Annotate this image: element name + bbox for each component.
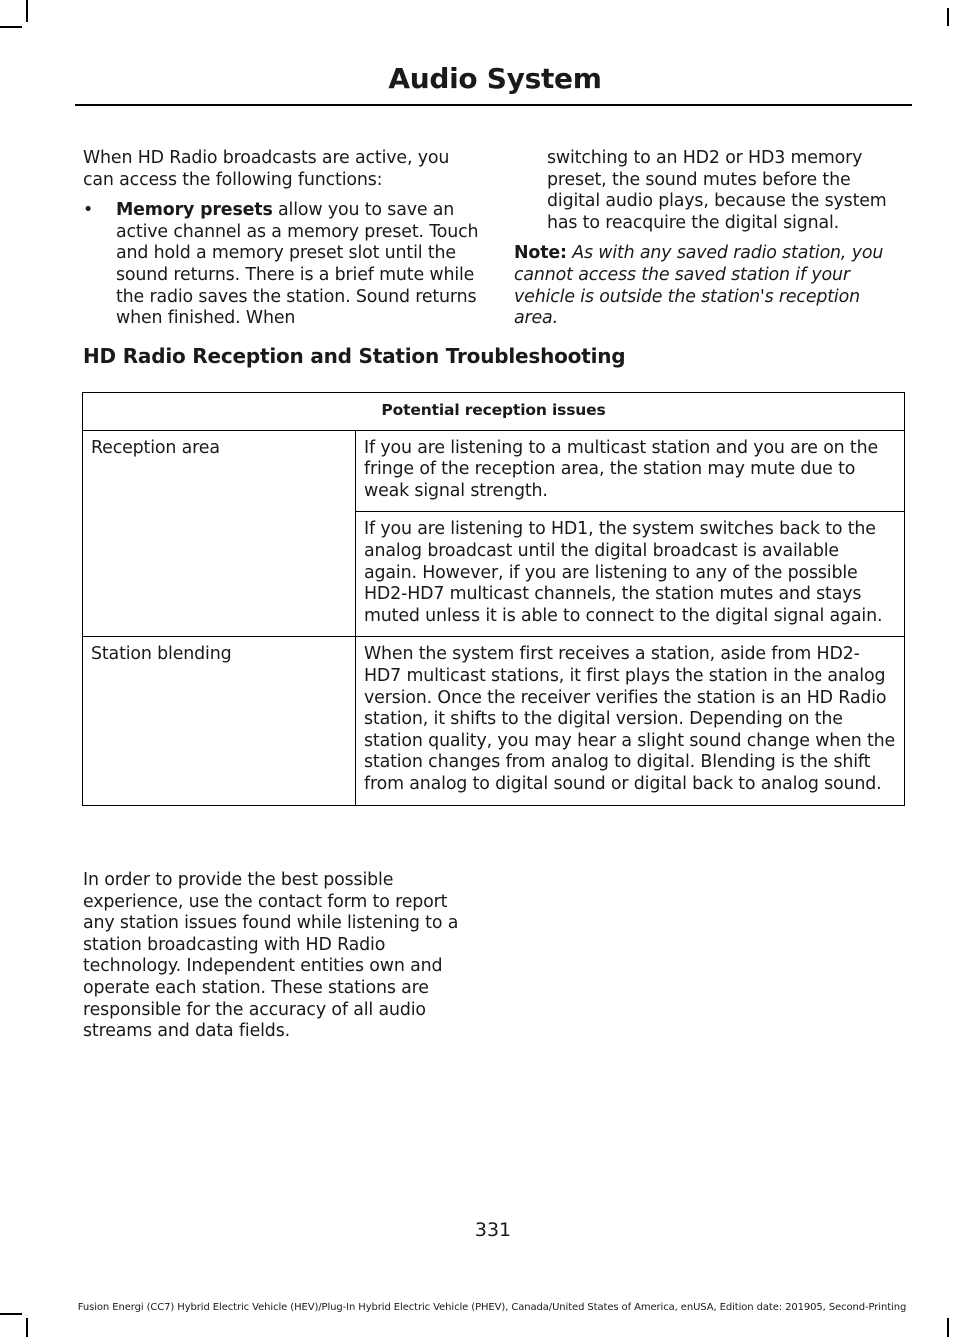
intro-paragraph: When HD Radio broadcasts are active, you can access the following functions: [83,148,450,190]
crop-mark-top-right [947,8,949,26]
page-number: 331 [474,1219,512,1241]
table-header-row [83,393,905,431]
reception-area-text-1: If you are listening to a multicast station and you are on the fringe of the reception area, the station may mute due to weak signal strength. [356,430,905,512]
closing-column [83,870,479,1043]
crop-mark-bottom-right [947,1318,949,1337]
bullet-continuation: switching to an HD2 or HD3 memory preset, the sound mutes before the digital audio plays, because the system has to reacquire the digital signal. [547,148,887,233]
table-row [83,430,905,512]
row-label-station-blending: Station blending [83,637,356,805]
table-row [83,637,905,805]
note-label: Note: [514,243,567,264]
reception-area-text-2: If you are listening to HD1, the system switches back to the analog broadcast until the digital broadcast is available again. However, if you are listening to any of the possible HD2-HD7 multicast channels, the station mutes and stays muted unless it is able to connect to the digital signal again. [356,512,905,637]
crop-mark-top-left-vertical [26,0,28,22]
bullet-memory-presets [83,200,479,330]
bullet-body [116,200,479,330]
section-heading: HD Radio Reception and Station Troubleshooting [83,344,626,368]
crop-mark-bottom-left [0,1313,22,1315]
closing-paragraph: In order to provide the best possible experience, use the contact form to report any station issues found while listening to a station broadcasting with HD Radio technology. Independent entities own and operate each station. These stations are responsible for the accuracy of all audio streams and data fields. [83,870,459,1042]
intro-right-column [514,148,908,330]
table-header: Potential reception issues [83,393,905,431]
note-text: As with any saved radio station, you cannot access the saved station if your vehicle is outside the station's reception area. [514,243,884,329]
station-blending-text: When the system first receives a station, aside from HD2-HD7 multicast stations, it first plays the station in the analog version. Once the receiver verifies the station is an HD Radio station, it shifts to the digital version. Depending on the station quality, you may hear a slight sound change when the station changes from analog to digital. Blending is the shift from analog to digital sound or digital back to analog sound. [356,637,905,805]
bullet-marker: • [83,200,94,221]
page-title: Audio System [388,62,602,95]
note [514,243,908,329]
footer-text: Fusion Energi (CC7) Hybrid Electric Vehicle (HEV)/Plug-In Hybrid Electric Vehicle (PHEV), Canada/United States of America, enUSA, Edition date: 201905, Second-Printing [77,1302,907,1313]
row-label-reception-area: Reception area [83,430,356,637]
crop-mark-top-left [0,26,22,28]
crop-mark-bottom-left-vertical [26,1318,28,1337]
header-rule [75,104,912,106]
bullet-term: Memory presets [116,200,273,221]
intro-left-column [83,148,479,330]
bullet-text: allow you to save an active channel as a memory preset. Touch and hold a memory preset slot until the sound returns. There is a brief mute while the radio saves the station. Sound returns when finished. When [116,200,479,329]
reception-issues-table [82,392,905,806]
